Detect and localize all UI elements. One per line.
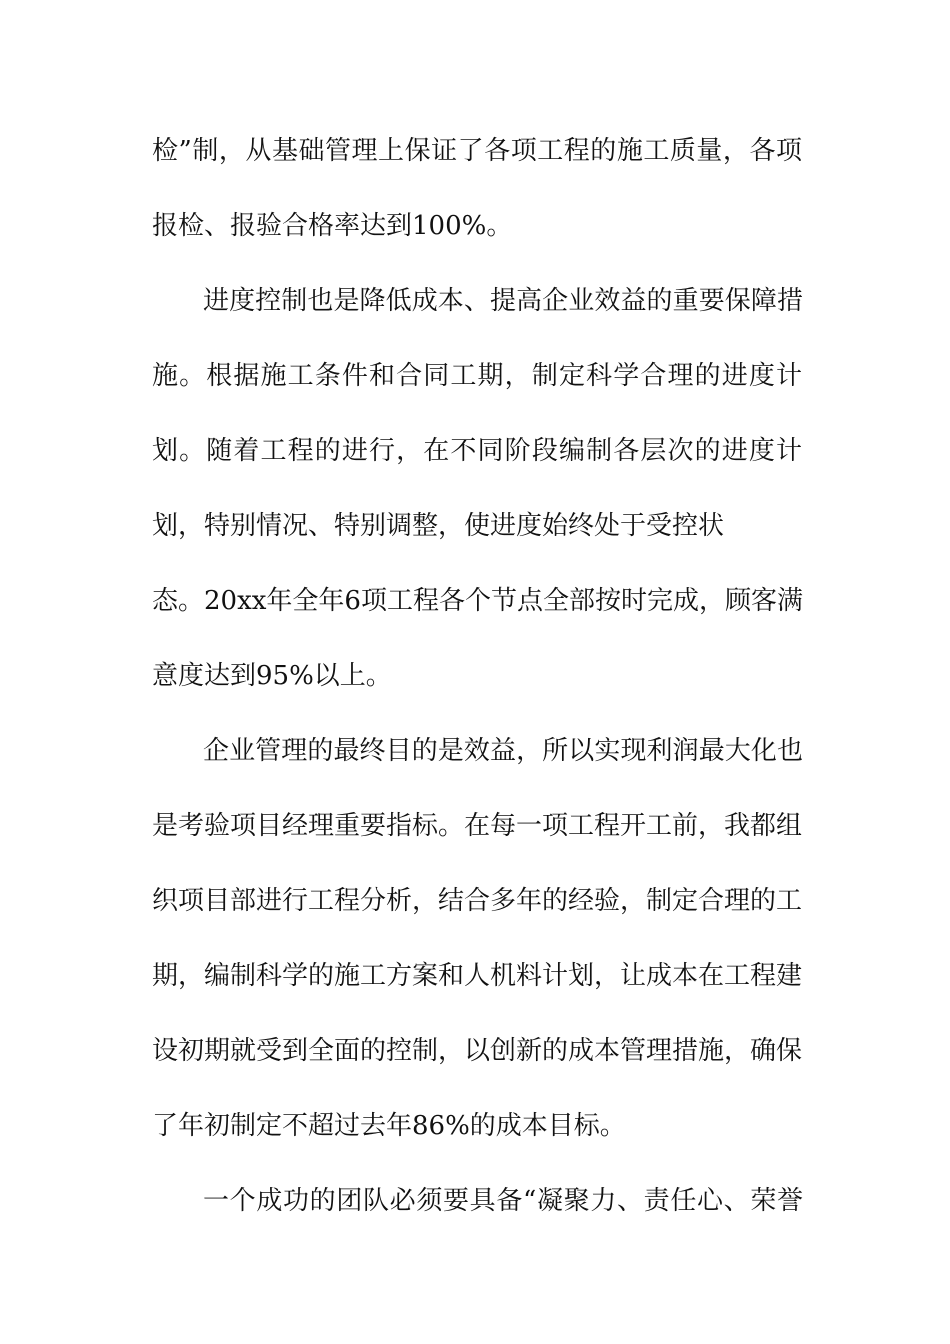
paragraph-line: 报检、报验合格率达到100%。 [152,211,513,241]
paragraph-line: 检”制，从基础管理上保证了各项工程的施工质量，各项 [152,136,802,166]
paragraph-line: 织项目部进行工程分析，结合多年的经验，制定合理的工 [152,886,803,916]
paragraph-line: 企业管理的最终目的是效益，所以实现利润最大化也 [203,736,803,766]
paragraph-line: 意度达到95%以上。 [152,661,392,691]
paragraph-line: 一个成功的团队必须要具备“凝聚力、责任心、荣誉 [203,1186,803,1216]
paragraph-line: 设初期就受到全面的控制，以创新的成本管理措施，确保 [152,1036,803,1066]
paragraph-line: 划。随着工程的进行，在不同阶段编制各层次的进度计 [152,436,802,466]
paragraph-line: 是考验项目经理重要指标。在每一项工程开工前，我都组 [152,811,803,841]
paragraph-line: 进度控制也是降低成本、提高企业效益的重要保障措 [203,286,803,316]
paragraph-line: 态。20xx年全年6项工程各个节点全部按时完成，顾客满 [152,586,803,616]
paragraph-line: 划，特别情况、特别调整，使进度始终处于受控状 [152,511,725,541]
paragraph-line: 了年初制定不超过去年86%的成本目标。 [152,1111,626,1141]
paragraph-line: 施。根据施工条件和合同工期，制定科学合理的进度计 [152,361,802,391]
paragraph-line: 期，编制科学的施工方案和人机料计划，让成本在工程建 [152,961,803,991]
